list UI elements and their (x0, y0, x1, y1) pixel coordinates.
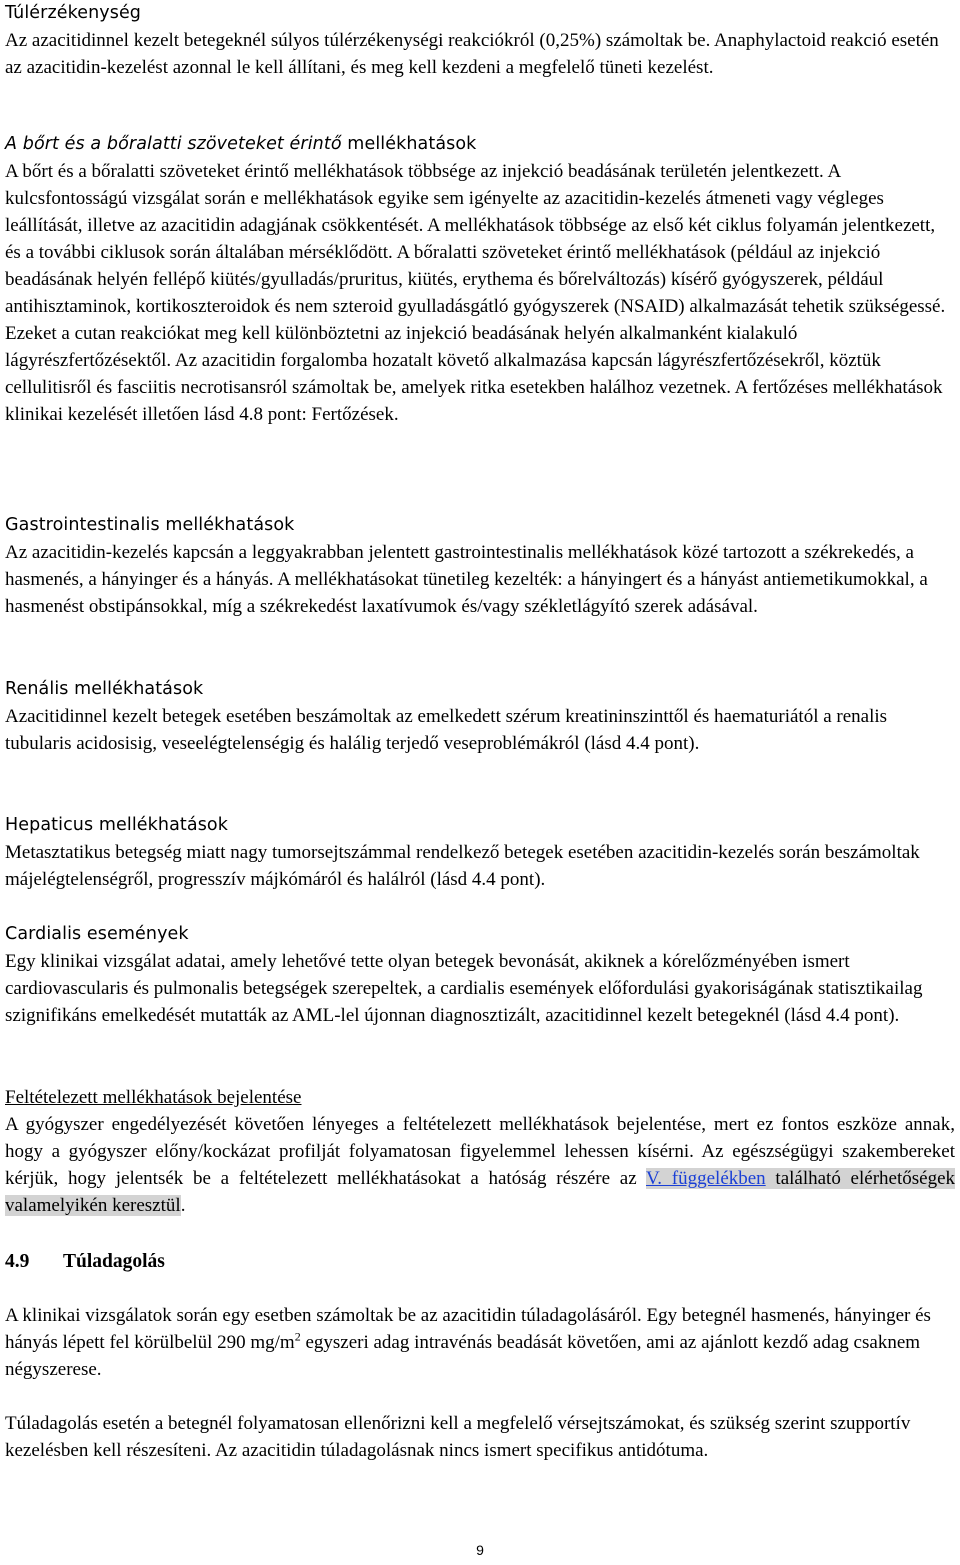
section-heading: Renális mellékhatások (5, 679, 204, 699)
section-heading: Gastrointestinalis mellékhatások (5, 515, 295, 535)
paragraph: Az azacitidinnel kezelt betegeknél súlyos túlérzékenységi reakciókról (0,25%) számoltak be. Anaphylactoid reakció esetén az azacitidin-kezelést azonnal le kell állítani, és meg kell kezdeni a megfelelő tüneti kezelést. (5, 30, 939, 78)
paragraph: Az azacitidin-kezelés kapcsán a leggyakrabban jelentett gastrointestinalis mellékhatások közé tartozott a székrekedés, a hasmenés, a hányinger és a hányás. A mellékhatásokat tünetileg kezelték: a hányingert és a hányást antiemetikumokkal, a hasmenést obstipánsokkal, míg a székrekedést laxatívumok és/vagy székletlágyító szerek adásával. (5, 542, 928, 617)
section-skin (5, 131, 955, 428)
section-heading: Feltételezett mellékhatások bejelentése (5, 1087, 302, 1108)
paragraph: Túladagolás esetén a betegnél folyamatosan ellenőrizni kell a megfelelő vérsejtszámokat, és szükség szerint szupportív kezelésben kell részesíteni. Az azacitidin túladagolásnak nincs ismert specifikus antidótuma. (5, 1413, 911, 1461)
section-heading: Hepaticus mellékhatások (5, 815, 228, 835)
section-title-text: Túladagolás (63, 1251, 165, 1272)
section-renal (5, 676, 955, 757)
paragraph: Metasztatikus betegség miatt nagy tumorsejtszámmal rendelkező betegek esetében azacitidin-kezelés során beszámoltak májelégtelenségről, progresszív májkómáról és halálról (lásd 4.4 pont). (5, 842, 920, 890)
paragraph: A gyógyszer engedélyezését követően lényeges a feltételezett mellékhatások bejelentése, mert ez fontos eszköze annak, hogy a gyógyszer előny/kockázat profilját folyamatosan figyelemmel lehessen kísérni. Az egészségügyi szakembereket kérjük, hogy jelentsék be a feltételezett mellékhatásokat a hatóság részére az V. függelékben található elérhetőségek valamelyikén keresztül. (5, 1114, 956, 1216)
section-gastrointestinal (5, 512, 955, 620)
section-hepatic (5, 812, 955, 893)
section-number: 4.9 (5, 1251, 30, 1272)
section-overdose (5, 1248, 955, 1464)
appendix-link[interactable]: V. függelékben (646, 1168, 766, 1189)
section-heading: A bőrt és a bőralatti szöveteket érintő mellékhatások (5, 134, 477, 154)
page-number: 9 (476, 1542, 484, 1558)
paragraph: Egy klinikai vizsgálat adatai, amely lehetővé tette olyan betegek bevonását, akiknek a kórelőzményében ismert cardiovascularis és pulmonalis betegségek szerepeltek, a cardialis események előfordulási gyakoriságának statisztikailag szignifikáns emelkedését mutatták az AML-lel újonnan diagnosztizált, azacitidinnel kezelt betegeknél (lásd 4.4 pont). (5, 951, 923, 1026)
paragraph: Azacitidinnel kezelt betegek esetében beszámoltak az emelkedett szérum kreatininszinttől és haematuriától a renalis tubularis acidosisig, veseelégtelenségig és halálig terjedő veseproblémákról (lásd 4.4 pont). (5, 706, 888, 754)
section-heading: Cardialis események (5, 924, 189, 944)
section-reporting (5, 1084, 955, 1219)
section-cardiac (5, 921, 955, 1029)
section-title (5, 1248, 955, 1275)
section-hypersensitivity (5, 0, 955, 81)
section-heading: Túlérzékenység (5, 3, 142, 23)
paragraph: A klinikai vizsgálatok során egy esetben számoltak be az azacitidin túladagolásáról. Egy betegnél hasmenés, hányinger és hányás lépett fel körülbelül 290 $mg/m^2$ egyszeri adag intravénás beadását követően, ami az ajánlott kezdő adag csaknem négyszerese. (5, 1305, 931, 1380)
paragraph: A bőrt és a bőralatti szöveteket érintő mellékhatások többsége az injekció beadásának területén jelentkezett. A kulcsfontosságú vizsgálat során e mellékhatások egyike sem igényelte az azacitidin-kezelés átmeneti vagy végleges leállítását, illetve az azacitidin adagjának csökkentését. A mellékhatások többsége az első két ciklus folyamán jelentkezett, és a további ciklusok során általában mérséklődött. A bőralatti szöveteket érintő mellékhatások (például az injekció beadásának helyén fellépő kiütés/gyulladás/pruritus, kiütés, erythema és bőrelváltozás) kísérő gyógyszerek, például antihisztaminok, kortikoszteroidok és nem szteroid gyulladásgátló gyógyszerek (NSAID) alkalmazását tehetik szükségessé. Ezeket a cutan reakciókat meg kell különböztetni az injekció beadásának helyén alkalmanként kialakuló lágyrészfertőzésektől. Az azacitidin forgalomba hozatalt követő alkalmazása kapcsán lágyrészfertőzésekről, köztük cellulitisről és fasciitis necrotisansról számoltak be, amelyek ritka esetekben halálhoz vezetnek. A fertőzéses mellékhatások klinikai kezelését illetően lásd 4.8 pont: Fertőzések. (5, 161, 946, 425)
